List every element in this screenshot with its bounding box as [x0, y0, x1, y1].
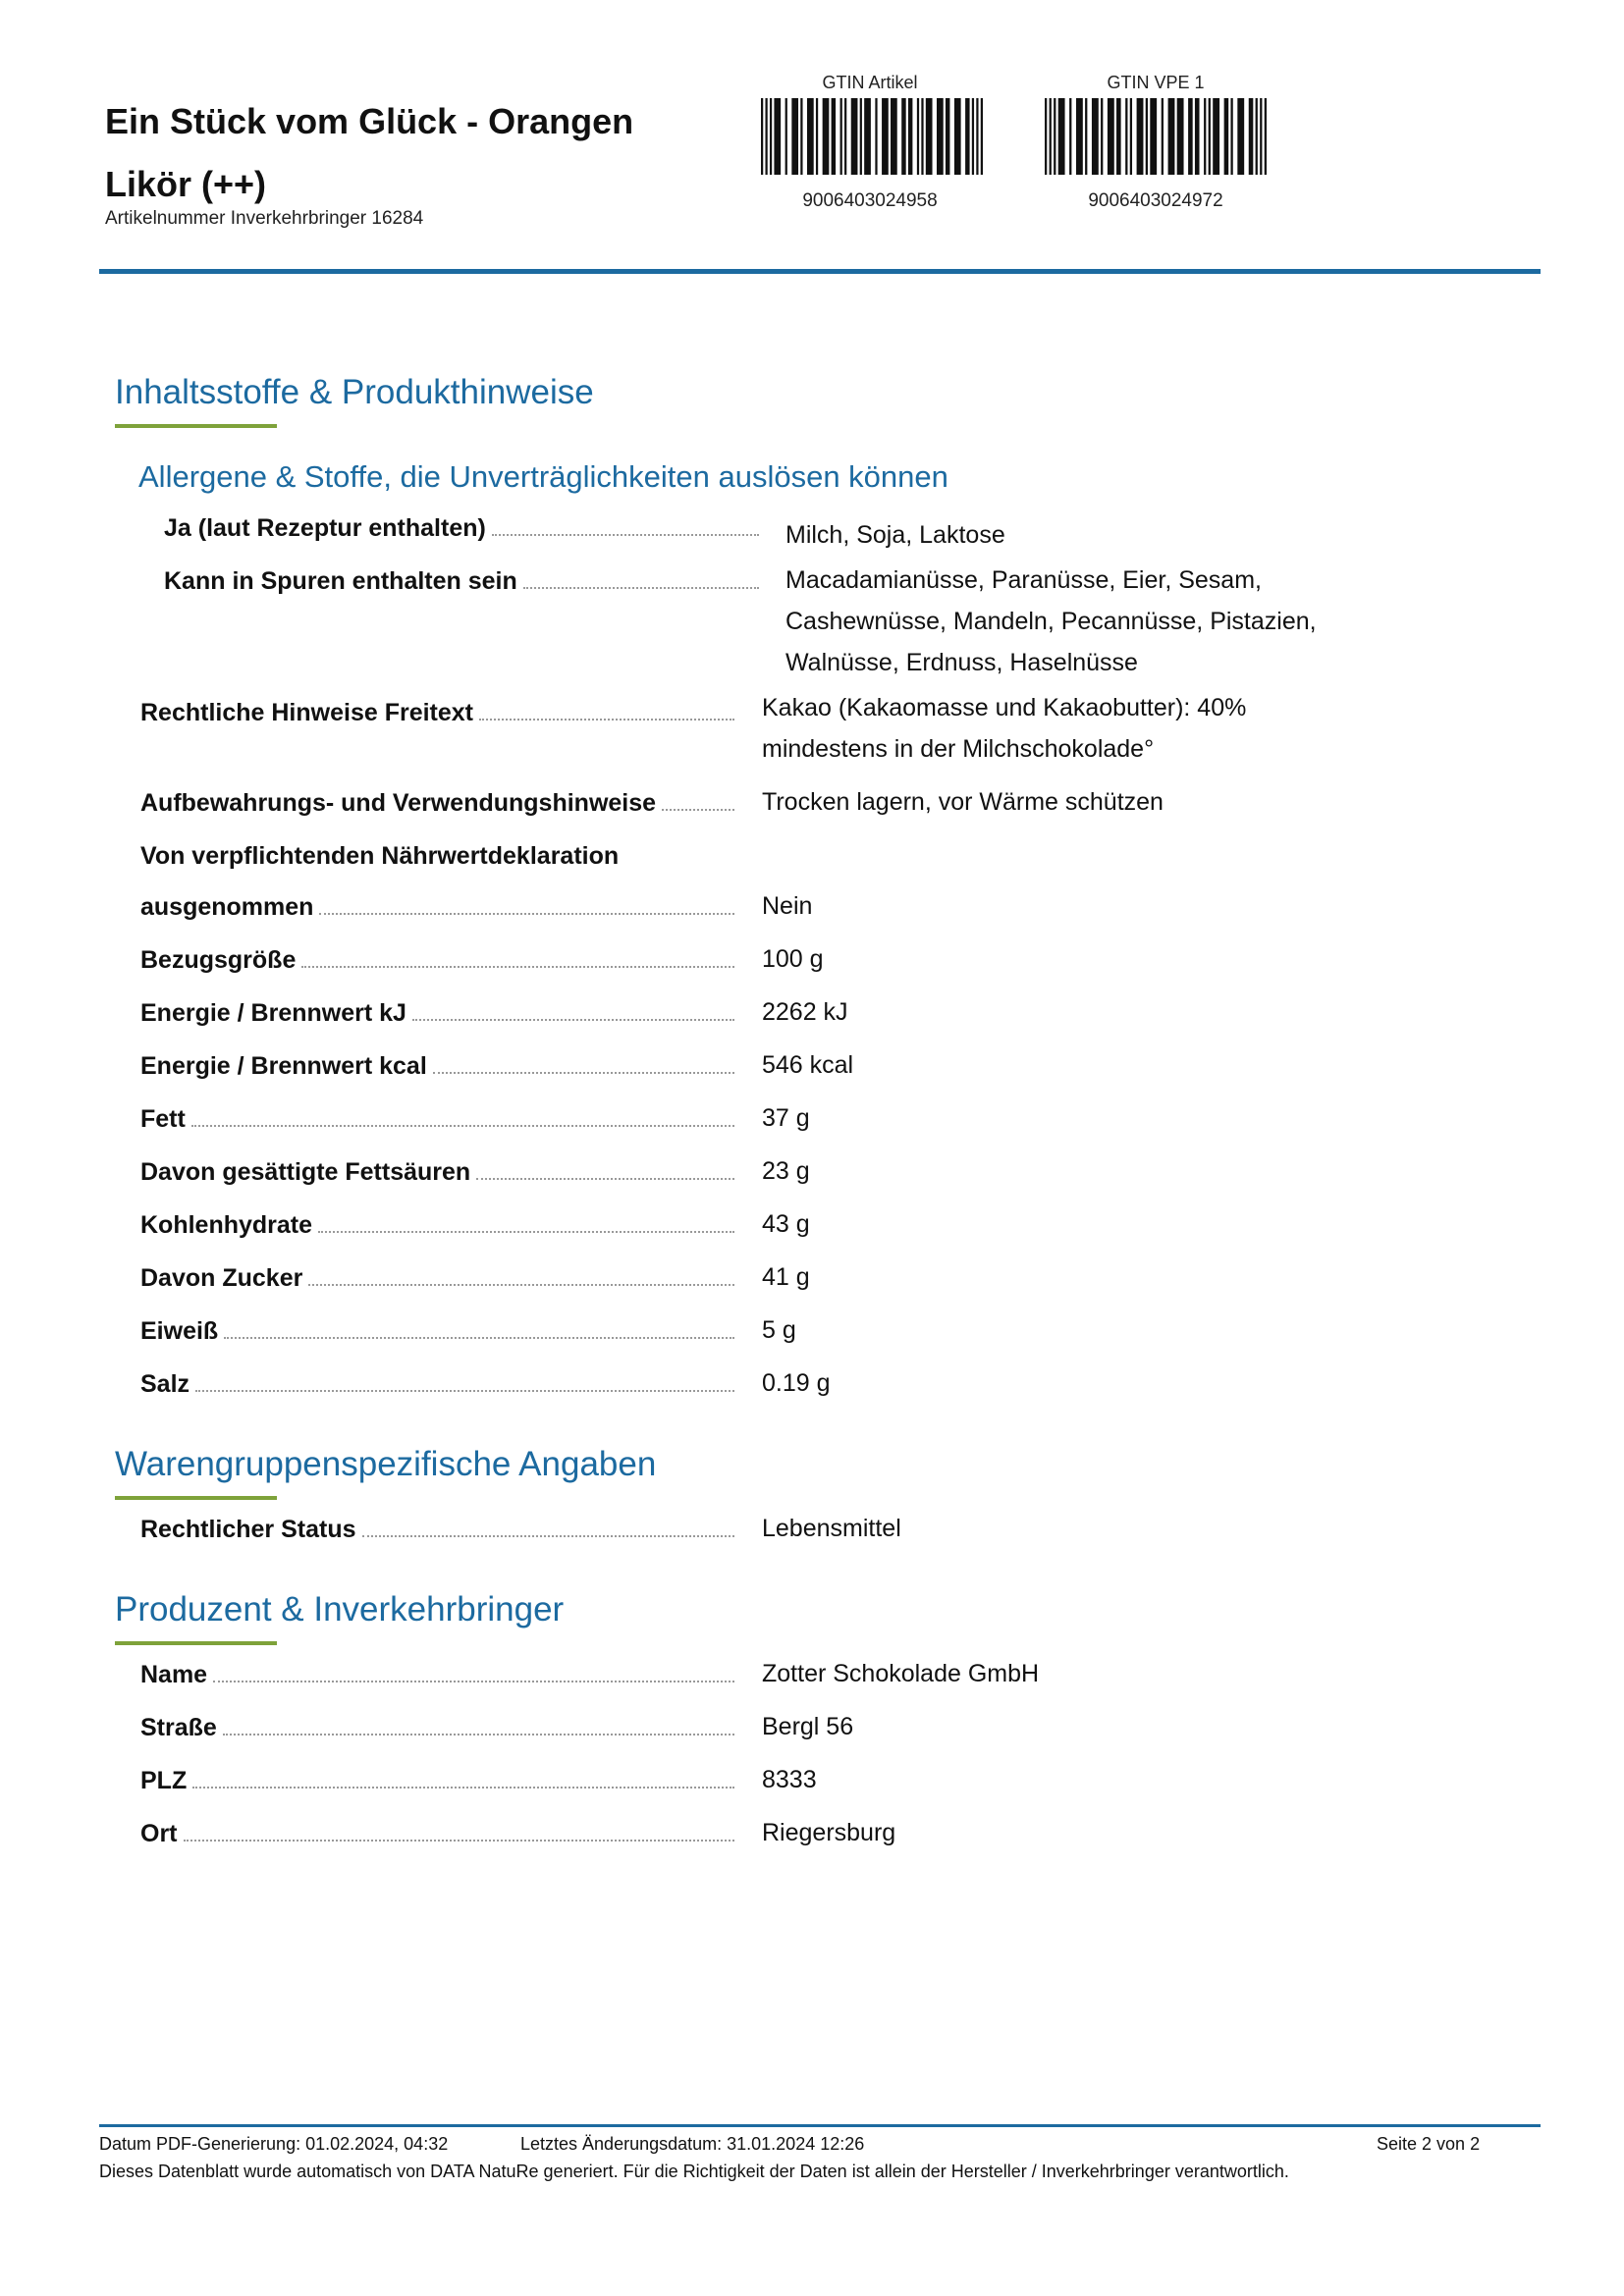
barcode-bar [840, 98, 842, 175]
barcode-bar [937, 98, 944, 175]
barcode-bar [875, 98, 877, 175]
section-heading-product-group: Warengruppenspezifische Angaben [115, 1445, 657, 1483]
allergen-traces-row [164, 567, 761, 596]
barcode-bar [785, 98, 787, 175]
nutrition-row [140, 946, 736, 975]
leader-dots [523, 587, 759, 589]
barcode-bar [1204, 98, 1206, 175]
barcode-bar [1213, 98, 1219, 175]
leader-dots [318, 1231, 734, 1233]
barcode-bar [844, 98, 846, 175]
leader-dots [662, 809, 734, 811]
barcode-bar [1101, 98, 1103, 175]
nutrition-value: 2262 kJ [762, 998, 848, 1026]
allergens-subheading: Allergene & Stoffe, die Unverträglichkeiten auslösen können [138, 459, 948, 494]
gtin-vpe-value: 9006403024972 [1088, 190, 1223, 211]
barcode-bar [954, 98, 961, 175]
nutrition-row [140, 999, 736, 1028]
leader-dots [308, 1284, 734, 1286]
legal-status-label: Rechtlicher Status [140, 1516, 356, 1543]
barcode-bar [823, 98, 830, 175]
barcode-bar [1130, 98, 1132, 175]
storage-row [140, 789, 736, 818]
barcode-bar [1230, 98, 1232, 175]
section-heading-ingredients: Inhaltsstoffe & Produkthinweise [115, 373, 594, 411]
footer-divider [99, 2124, 1541, 2127]
producer-value: Bergl 56 [762, 1713, 854, 1740]
footer-page-number: Seite 2 von 2 [1377, 2134, 1481, 2154]
allergen-traces-line: Cashewnüsse, Mandeln, Pecannüsse, Pistazien, [785, 608, 1317, 635]
barcode-bar [1125, 98, 1127, 175]
barcode-bar [891, 98, 897, 175]
allergen-traces-line: Macadamianüsse, Paranüsse, Eier, Sesam, [785, 566, 1262, 594]
legal-status-value: Lebensmittel [762, 1515, 901, 1542]
legal-notes-value [762, 687, 1351, 770]
barcode-bar [926, 98, 933, 175]
nutrition-label: Davon Zucker [140, 1264, 303, 1292]
gtin-vpe-label: GTIN VPE 1 [1107, 73, 1205, 92]
gtin-article-barcode [761, 98, 983, 175]
leader-dots [191, 1125, 734, 1127]
producer-label: Ort [140, 1820, 178, 1847]
nutrition-row [140, 1105, 736, 1134]
barcode-bar [851, 98, 858, 175]
allergen-traces-value [785, 560, 1375, 683]
legal-status-row [140, 1516, 736, 1544]
barcode-bar [1265, 98, 1267, 175]
allergen-yes-row [164, 514, 761, 543]
footer-modified-date: Letztes Änderungsdatum: 31.01.2024 12:26 [520, 2134, 865, 2154]
barcode-bar [1224, 98, 1229, 175]
nutrition-label: Bezugsgröße [140, 946, 297, 974]
barcode-bar [1146, 98, 1148, 175]
gtin-vpe-barcode [1045, 98, 1267, 175]
allergen-yes-label: Ja (laut Rezeptur enthalten) [164, 514, 486, 542]
heading-underline [115, 1496, 277, 1500]
nutrition-row [140, 1211, 736, 1240]
barcode-bar [774, 98, 781, 175]
leader-dots [362, 1535, 734, 1537]
footer-generated-date: Datum PDF-Generierung: 01.02.2024, 04:32 [99, 2134, 449, 2154]
nutrition-row [140, 1264, 736, 1293]
barcode-bar [1045, 98, 1047, 175]
leader-dots [223, 1734, 734, 1735]
product-title: Ein Stück vom Glück - Orangen Likör (++) [105, 101, 634, 204]
barcode-bar [1162, 98, 1164, 175]
barcode-bar [761, 98, 763, 175]
nutrition-label: Salz [140, 1370, 190, 1398]
barcode-bar [1069, 98, 1071, 175]
producer-value: Zotter Schokolade GmbH [762, 1660, 1040, 1687]
nutrition-value: 100 g [762, 945, 824, 973]
nutrition-value: 5 g [762, 1316, 796, 1344]
leader-dots [213, 1681, 734, 1682]
barcode-bar [946, 98, 949, 175]
nutrition-label: Energie / Brennwert kcal [140, 1052, 427, 1080]
producer-value: 8333 [762, 1766, 817, 1793]
legal-notes-line: mindestens in der Milchschokolade° [762, 735, 1155, 763]
barcode-bar [908, 98, 912, 175]
nutrition-value: 23 g [762, 1157, 810, 1185]
barcode-bar [1209, 98, 1211, 175]
barcode-bar [1256, 98, 1258, 175]
nutrition-label: Energie / Brennwert kJ [140, 999, 406, 1027]
leader-dots [224, 1337, 734, 1339]
barcode-bar [901, 98, 905, 175]
nutrition-row [140, 1052, 736, 1081]
barcode-bar [800, 98, 802, 175]
barcode-bar [816, 98, 818, 175]
barcode-bar [976, 98, 978, 175]
leader-dots [195, 1390, 734, 1392]
barcode-bar [1237, 98, 1244, 175]
barcode-bar [972, 98, 974, 175]
nutrition-row [140, 1370, 736, 1399]
barcode-bar [1116, 98, 1121, 175]
article-number: Artikelnummer Inverkehrbringer 16284 [105, 208, 424, 229]
barcode-bar [882, 98, 889, 175]
nutrition-row [140, 1158, 736, 1187]
barcode-bar [860, 98, 862, 175]
barcode-bar [1150, 98, 1157, 175]
legal-notes-row [140, 699, 736, 727]
barcode-bar [965, 98, 969, 175]
barcode-bar [1092, 98, 1099, 175]
allergen-traces-line: Walnüsse, Erdnuss, Haselnüsse [785, 649, 1138, 676]
nutrition-value: 37 g [762, 1104, 810, 1132]
producer-label: Name [140, 1661, 208, 1688]
leader-dots [184, 1840, 735, 1842]
nutrition-value: 43 g [762, 1210, 810, 1238]
barcode-bar [1195, 98, 1200, 175]
section-heading-producer: Produzent & Inverkehrbringer [115, 1590, 565, 1629]
leader-dots [476, 1178, 734, 1180]
storage-value: Trocken lagern, vor Wärme schützen [762, 788, 1164, 816]
producer-row [140, 1661, 736, 1689]
barcode-bar [981, 98, 983, 175]
nutrition-exempt-row [140, 893, 736, 922]
barcode-bar [1137, 98, 1144, 175]
heading-underline [115, 424, 277, 428]
barcode-bar [1108, 98, 1114, 175]
barcode-bar [1260, 98, 1262, 175]
nutrition-exempt-label-line1: Von verpflichtenden Nährwertdeklaration [140, 842, 620, 870]
allergen-traces-label: Kann in Spuren enthalten sein [164, 567, 517, 595]
barcode-bar [1188, 98, 1193, 175]
gtin-article-value: 9006403024958 [802, 190, 938, 211]
barcode-bar [864, 98, 871, 175]
leader-dots [412, 1019, 734, 1021]
producer-value: Riegersburg [762, 1819, 896, 1846]
nutrition-label: Eiweiß [140, 1317, 219, 1345]
barcode-bar [921, 98, 923, 175]
barcode-bar [770, 98, 772, 175]
producer-label: PLZ [140, 1767, 188, 1794]
barcode-bar [1054, 98, 1056, 175]
barcode-bar [1177, 98, 1184, 175]
legal-notes-label: Rechtliche Hinweise Freitext [140, 699, 474, 726]
barcode-bar [1050, 98, 1052, 175]
barcode-bar [917, 98, 919, 175]
nutrition-label: Davon gesättigte Fettsäuren [140, 1158, 471, 1186]
nutrition-value: 41 g [762, 1263, 810, 1291]
allergen-yes-value: Milch, Soja, Laktose [785, 521, 1005, 549]
legal-notes-line: Kakao (Kakaomasse und Kakaobutter): 40% [762, 694, 1247, 721]
barcode-bar [1076, 98, 1083, 175]
nutrition-exempt-value: Nein [762, 892, 813, 920]
barcode-bar [807, 98, 814, 175]
producer-row [140, 1767, 736, 1795]
gtin-article-label: GTIN Artikel [822, 73, 918, 92]
barcode-bar [1058, 98, 1065, 175]
leader-dots [192, 1787, 734, 1789]
nutrition-exempt-label-line2: ausgenommen [140, 893, 314, 921]
producer-row [140, 1714, 736, 1742]
nutrition-row [140, 1317, 736, 1346]
heading-underline [115, 1641, 277, 1645]
nutrition-value: 546 kcal [762, 1051, 854, 1079]
nutrition-label: Kohlenhydrate [140, 1211, 313, 1239]
barcode-bar [1249, 98, 1254, 175]
producer-label: Straße [140, 1714, 217, 1741]
header-divider [99, 269, 1541, 274]
leader-dots [479, 719, 734, 721]
barcode-bar [1085, 98, 1087, 175]
nutrition-value: 0.19 g [762, 1369, 831, 1397]
barcode-bar [765, 98, 767, 175]
leader-dots [433, 1072, 734, 1074]
leader-dots [319, 913, 734, 915]
barcode-bar [1168, 98, 1175, 175]
leader-dots [492, 534, 759, 536]
footer-disclaimer: Dieses Datenblatt wurde automatisch von DATA NatuRe generiert. Für die Richtigkeit der Daten ist allein der Hersteller / Inverkehrbringer verantwortlich. [99, 2162, 1289, 2181]
nutrition-label: Fett [140, 1105, 186, 1133]
leader-dots [301, 966, 734, 968]
barcode-bar [791, 98, 798, 175]
storage-label: Aufbewahrungs- und Verwendungshinweise [140, 789, 657, 817]
barcode-bar [832, 98, 836, 175]
producer-row [140, 1820, 736, 1848]
